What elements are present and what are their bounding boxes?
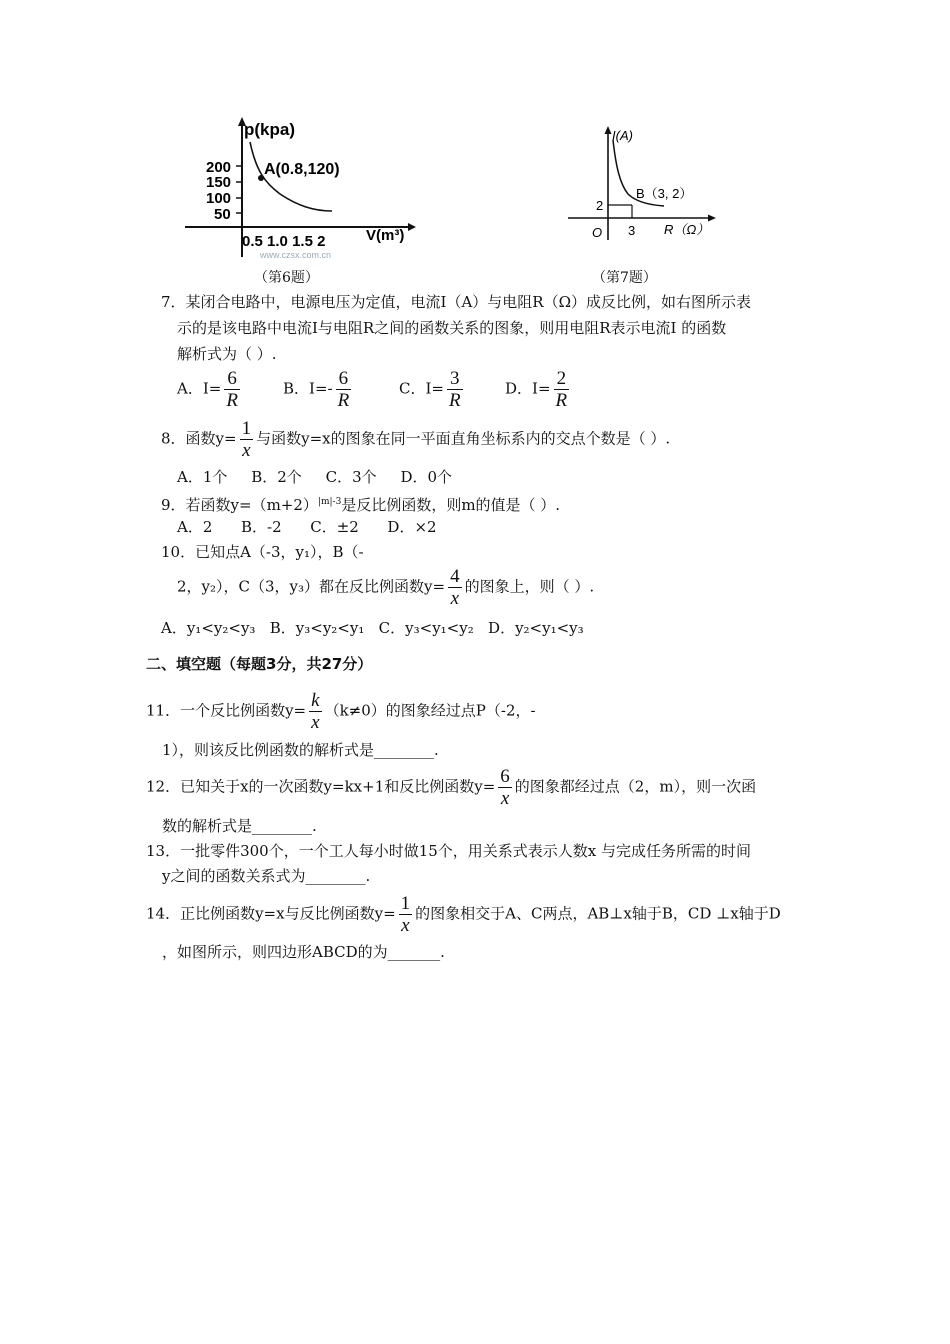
fraction: $\frac{1}{x}$ [241,418,252,461]
fig7-y-tick: 2 [596,198,604,213]
fraction: $\frac{k}{x}$ [311,690,320,733]
q7-option-a: A．I= $\frac{6}{R}$ [177,368,238,411]
q11-line-2: 1），则该反比例函数的解析式是________. [162,741,439,759]
fig7-y-label: I(A) [612,128,633,143]
fraction: $\frac{4}{x}$ [450,566,460,609]
q7-option-d: D．I= $\frac{2}{R}$ [505,368,568,411]
fraction: $\frac{6}{x}$ [500,766,510,809]
fig6-y-tick-200: 200 [206,159,232,176]
q13-line-2: y之间的函数关系式为________. [162,867,371,885]
fig7-caption: （第7题） [592,270,657,286]
q7-line-1: 7．某闭合电路中，电源电压为定值，电流I（A）与电阻R（Ω）成反比例，如右图所示表 [161,293,752,311]
q8-stem: 8．函数y= $\frac{1}{x}$ 与函数y=x的图象在同一平面直角坐标系内的交点个数是（ ）. [161,418,671,461]
q7-option-c: C．I= $\frac{3}{R}$ [399,368,461,411]
fig6-y-tick-50: 50 [214,206,231,223]
fraction: $\frac{6}{R}$ [226,368,238,411]
q14-line-1: 14．正比例函数y=x与反比例函数y= $\frac{1}{x}$ 的图象相交于A、C两点，AB⊥x轴于B，CD ⊥x轴于D [146,893,781,936]
fig6-caption: （第6题） [254,270,319,286]
figure-7-graph [560,122,720,247]
fig7-x-label: R（Ω） [664,222,710,237]
q13-line-1: 13．一批零件300个，一个工人每小时做15个，用关系式表示人数x 与完成任务所需的时间 [146,842,752,860]
q10-line-2: 2，y₂），C（3，y₃）都在反比例函数y= $\frac{4}{x}$ 的图象上，则（ ）. [177,566,595,609]
q7-option-b: B．I=- $\frac{6}{R}$ [283,368,350,411]
q12-line-1: 12．已知关于x的一次函数y=kx+1和反比例函数y= $\frac{6}{x}$ 的图象都经过点（2，m），则一次函 [146,766,757,809]
q10-line-1: 10．已知点A（-3，y₁），B（- [161,543,364,561]
fraction: $\frac{1}{x}$ [400,893,411,936]
fig7-origin: O [592,225,603,240]
fig6-y-label: p(kpa) [244,120,295,139]
fig6-point-label: A(0.8,120) [264,161,340,178]
q7-line-2: 示的是该电路中电流I与电阻R之间的函数关系的图象，则用电阻R表示电流I 的函数 [177,319,727,337]
fig6-x-ticks: 0.5 1.0 1.5 2 [242,233,326,250]
fig7-x-tick: 3 [628,223,636,238]
fig7-x-arrow [708,215,716,222]
fraction: $\frac{2}{R}$ [555,368,568,411]
q7-line-3: 解析式为（ ）. [177,345,277,363]
q12-line-2: 数的解析式是________. [162,817,317,835]
q11-line-1: 11．一个反比例函数y= $\frac{k}{x}$ （k≠0）的图象经过点P（-2，- [146,690,536,733]
fig7-y-arrow [605,126,612,134]
fig6-y-tick-150: 150 [206,174,232,191]
q9-options: A．2 B．-2 C．±2 D．×2 [177,518,437,536]
fig7-point-label: B（3, 2） [636,186,693,201]
figure-6-graph [180,112,420,262]
fig6-x-arrow [408,223,416,231]
section-2-heading: 二、填空题（每题3分，共27分） [146,655,373,673]
q9-stem: 9．若函数$y=(m+2)^{|m|-3}$是反比例函数，则m的值是（ ）. [161,496,561,514]
q10-options: A．y₁<y₂<y₃ B．y₃<y₂<y₁ C．y₃<y₁<y₂ D．y₂<y₁<y₃ [161,619,584,637]
fig6-x-label: V(m³) [366,227,405,244]
q8-options: A．1个 B．2个 C．3个 D．0个 [177,468,453,486]
fraction: $\frac{6}{R}$ [337,368,350,411]
fig6-watermark: www.czsx.com.cn [260,250,332,260]
fraction: $\frac{3}{R}$ [448,368,461,411]
fig6-y-tick-100: 100 [206,190,232,207]
q14-line-2: ，如图所示，则四边形ABCD的为_______. [162,943,445,961]
